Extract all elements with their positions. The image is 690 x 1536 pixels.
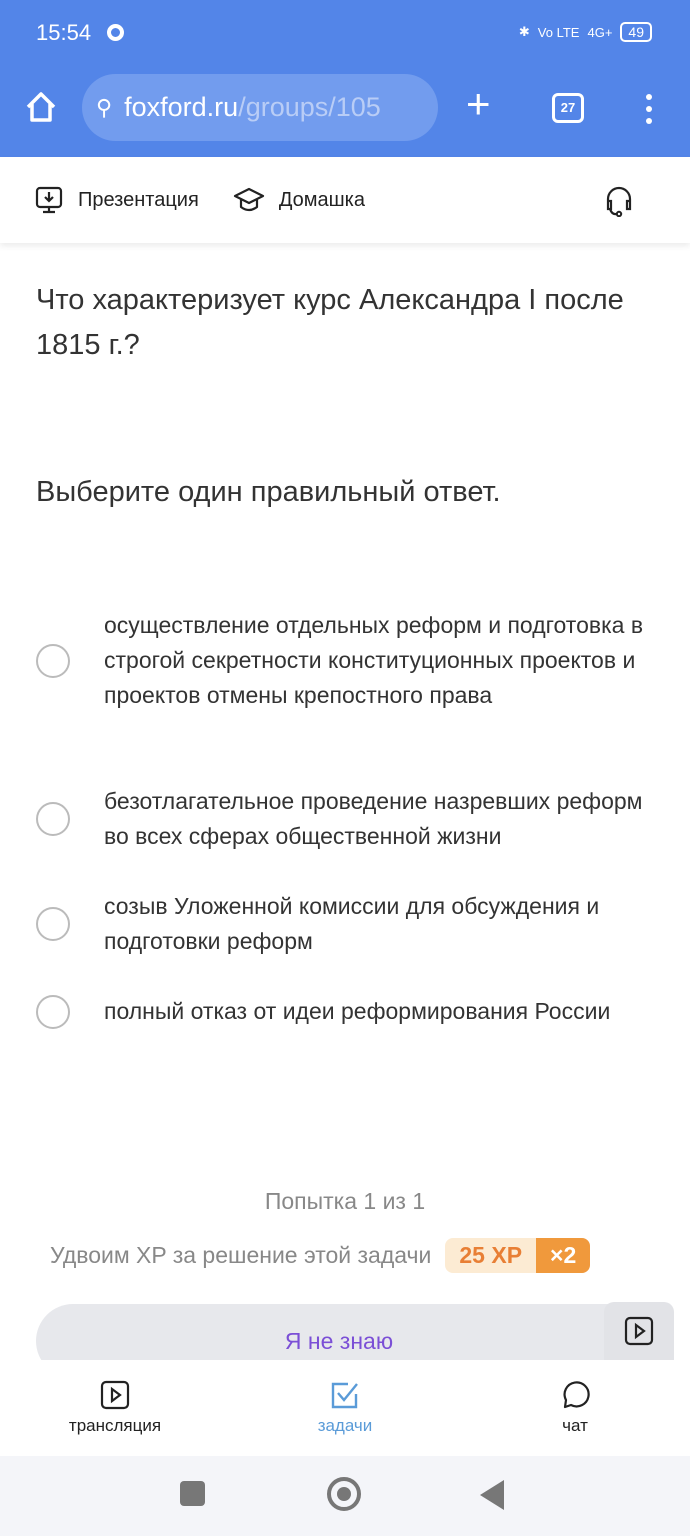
answer-option-text: созыв Уложенной комиссии для обсуждения и подготовки реформ	[104, 893, 600, 954]
dont-know-button[interactable]: Я не знаю	[36, 1304, 642, 1378]
xp-label: Удвоим XP за решение этой задачи	[50, 1242, 432, 1268]
lesson-toolbar	[0, 157, 690, 243]
nav-label: задачи	[317, 1416, 373, 1435]
answer-option[interactable]	[36, 784, 666, 854]
support-headset-icon[interactable]	[604, 185, 634, 217]
battery-icon: 49	[620, 22, 652, 42]
clock: 15:54	[36, 20, 92, 45]
graduation-cap-icon	[233, 186, 265, 214]
play-icon	[624, 1316, 654, 1346]
radio-button[interactable]	[36, 907, 70, 941]
checkbox-icon	[330, 1380, 360, 1410]
new-tab-button[interactable]: +	[466, 80, 491, 127]
radio-button[interactable]	[36, 644, 70, 678]
question-text: Что характеризует курс Александра I после 1815 г.?	[36, 284, 624, 361]
address-bar[interactable]	[82, 74, 438, 141]
recents-button[interactable]	[180, 1481, 205, 1506]
nav-label: трансляция	[68, 1416, 162, 1435]
url-path: /groups/105	[238, 92, 381, 122]
nav-label: чат	[562, 1416, 588, 1435]
answer-option-text: осуществление отдельных реформ и подготовка в строгой секретности конституционных проектов и проектов отмены крепостного права	[104, 612, 644, 708]
chat-bubble-icon	[560, 1380, 590, 1410]
status-bar	[0, 0, 690, 66]
system-nav-bar	[0, 1456, 690, 1536]
radio-button[interactable]	[36, 995, 70, 1029]
answer-option[interactable]	[36, 608, 666, 713]
answer-option-text: полный отказ от идеи реформирования России	[104, 998, 611, 1024]
volte-icon: Vo LTE	[537, 24, 580, 40]
bottom-nav	[0, 1360, 690, 1456]
attempt-counter: Попытка 1 из 1	[264, 1188, 426, 1214]
back-button[interactable]	[480, 1480, 504, 1510]
homework-button[interactable]	[233, 186, 365, 214]
bluetooth-icon: ✱	[518, 24, 530, 39]
radio-button[interactable]	[36, 802, 70, 836]
chrome-icon	[107, 24, 124, 41]
download-monitor-icon	[34, 185, 64, 215]
xp-points: 25 XP	[445, 1238, 536, 1273]
presentation-button[interactable]	[34, 185, 199, 215]
site-settings-icon[interactable]: ⚲	[96, 94, 113, 120]
more-menu-icon[interactable]	[646, 94, 652, 130]
nav-broadcast[interactable]	[0, 1360, 230, 1456]
presentation-label: Презентация	[78, 188, 199, 211]
answer-option[interactable]	[36, 889, 666, 959]
question-instruction: Выберите один правильный ответ.	[36, 476, 501, 508]
signal-icon: 4G+	[587, 24, 613, 40]
url-domain: foxford.ru	[124, 92, 239, 122]
xp-badge	[445, 1238, 590, 1273]
status-icons	[519, 22, 652, 42]
play-icon	[100, 1380, 130, 1410]
nav-chat[interactable]	[460, 1360, 690, 1456]
homework-label: Домашка	[278, 188, 365, 211]
nav-tasks[interactable]	[230, 1360, 460, 1456]
answer-option-text: безотлагательное проведение назревших реформ во всех сферах общественной жизни	[104, 788, 643, 849]
browser-toolbar	[0, 66, 690, 157]
xp-bonus	[50, 1238, 590, 1273]
answer-option[interactable]	[36, 994, 666, 1029]
tab-switcher-button[interactable]: 27	[552, 93, 584, 123]
home-icon[interactable]	[24, 90, 58, 124]
home-button[interactable]	[327, 1477, 361, 1511]
xp-multiplier: ×2	[536, 1238, 590, 1273]
